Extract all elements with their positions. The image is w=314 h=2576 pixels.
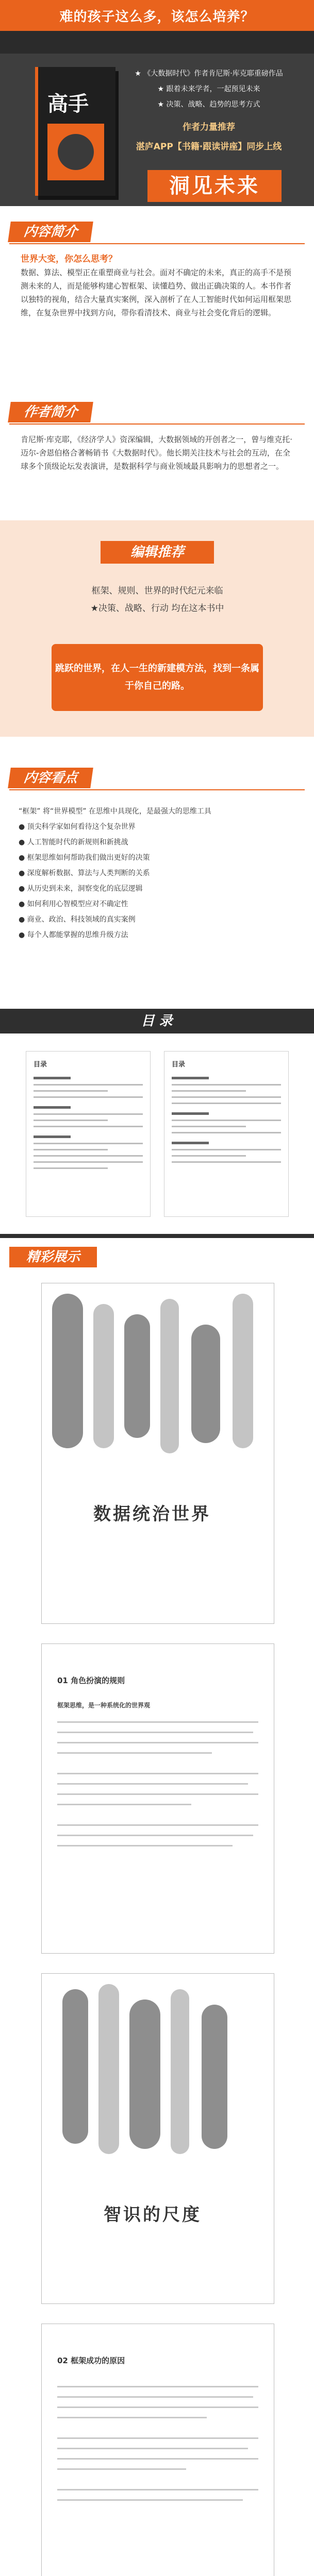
editor-line-2: ★决策、战略、行动 均在这本书中	[90, 603, 224, 614]
intro-body: 数据、算法、模型正在重塑商业与社会。面对不确定的未来，真正的高手不是预测未来的人，而是能够构建心智框架、读懂趋势、做出正确决策的人。本书作者以独特的视角，结合大量真实案例，深入剖析了在人工智能时代如何运用框架思维，在复杂世界中找到方向，带你看清技术、商业与社会变化背后的逻辑。	[21, 268, 292, 317]
editor-heading: 编辑推荐	[101, 541, 214, 564]
spread-1-title: 数据统治世界	[93, 1504, 211, 1524]
banner-text: 难的孩子这么多，该怎么培养？	[59, 9, 255, 25]
list-item: ● 每个人都能掌握的思维升级方法	[19, 931, 128, 939]
hero-stripe	[0, 31, 314, 54]
hero-section	[0, 31, 314, 206]
highlights-list	[19, 804, 297, 943]
intro-heading: 内容简介	[8, 222, 93, 242]
hero-big-title: 洞见未来	[147, 170, 282, 202]
deco-shape	[124, 1314, 150, 1438]
highlights-heading: 内容看点	[8, 768, 93, 788]
list-item: ● 框架思维如何帮助我们做出更好的决策	[19, 854, 150, 862]
deco-shape	[202, 2005, 227, 2149]
list-item: ● 从历史到未来，洞察变化的底层逻辑	[19, 885, 143, 893]
hero-line-2: ★ 跟着未来学者，一起预见未来	[157, 85, 260, 93]
page-1-sub: 框架思维，是一种系统化的世界观	[57, 1702, 151, 1709]
editor-box-text: 跳跃的世界，在人一生的新建模方法，找到一条属于你自己的路。	[55, 663, 259, 691]
list-item: ● 顶尖科学家如何看待这个复杂世界	[19, 823, 136, 831]
deco-shape	[98, 1984, 119, 2154]
hero-app-line: 湛庐APP【书籍·跟读讲座】同步上线	[136, 142, 282, 152]
intro-lead: 世界大变，你怎么思考？	[21, 254, 117, 264]
list-item: ● 深度解析数据、算法与人类判断的关系	[19, 869, 150, 877]
deco-shape	[62, 1989, 88, 2144]
intro-rule	[9, 243, 305, 244]
hero-line-1: ★ 《大数据时代》作者肯尼斯·库克耶重磅作品	[135, 70, 283, 78]
deco-shape	[171, 1989, 189, 2154]
page-2-heading: 02 框架成功的原因	[57, 2356, 125, 2365]
list-item: ● 商业、政治、科技领域的真实案例	[19, 916, 136, 924]
toc-page-right	[164, 1051, 289, 1217]
author-body: 肯尼斯·库克耶，《经济学人》资深编辑，大数据领域的开创者之一，曾与维克托·迈尔-舍恩伯格合著畅销书《大数据时代》。他长期关注技术与社会的互动，在全球多个顶级论坛发表演讲，是数据科学与商业领域最具影响力的思想者之一。	[21, 435, 293, 471]
editor-line-1: 框架、规则、世界的时代纪元来临	[91, 586, 223, 596]
deco-shape	[233, 1294, 253, 1448]
author-rule	[9, 423, 305, 425]
showcase-heading: 精彩展示	[9, 1247, 97, 1267]
deco-shape	[129, 1999, 160, 2149]
list-item: “框架” 将“世界模型” 在思维中具现化，是最强大的思维工具	[19, 807, 211, 816]
toc-right-label: 目录	[172, 1061, 186, 1069]
toc-heading: 目 录	[141, 1013, 173, 1029]
page-1-heading: 01 角色扮演的规则	[57, 1676, 125, 1685]
showcase-text-page-1	[41, 1643, 274, 1954]
book-cover	[35, 67, 115, 196]
author-heading: 作者简介	[8, 402, 93, 422]
highlights-rule	[9, 789, 305, 790]
top-banner	[0, 0, 314, 31]
deco-shape	[52, 1294, 83, 1448]
deco-shape	[93, 1304, 114, 1448]
toc-divider	[0, 1234, 314, 1238]
toc-page-left	[26, 1051, 151, 1217]
book-cover-title: 高手	[47, 92, 89, 116]
editor-text	[41, 582, 273, 617]
hero-recommend: 作者力量推荐	[183, 122, 235, 132]
hero-line-3: ★ 决策、战略、趋势的思考方式	[157, 100, 260, 109]
cover-circle-icon	[58, 134, 94, 170]
showcase-text-page-2	[41, 2324, 274, 2576]
list-item: ● 人工智能时代的新规则和新挑战	[19, 838, 128, 846]
editor-box	[52, 644, 263, 711]
deco-shape	[191, 1325, 220, 1443]
showcase-spread-2	[41, 1973, 274, 2304]
list-item: ● 如何利用心智模型应对不确定性	[19, 900, 128, 908]
spread-2-title: 智识的尺度	[104, 2205, 202, 2225]
intro-text	[21, 252, 293, 319]
showcase-spread-1	[41, 1283, 274, 1624]
toc-left-label: 目录	[34, 1061, 47, 1069]
deco-shape	[160, 1299, 179, 1453]
